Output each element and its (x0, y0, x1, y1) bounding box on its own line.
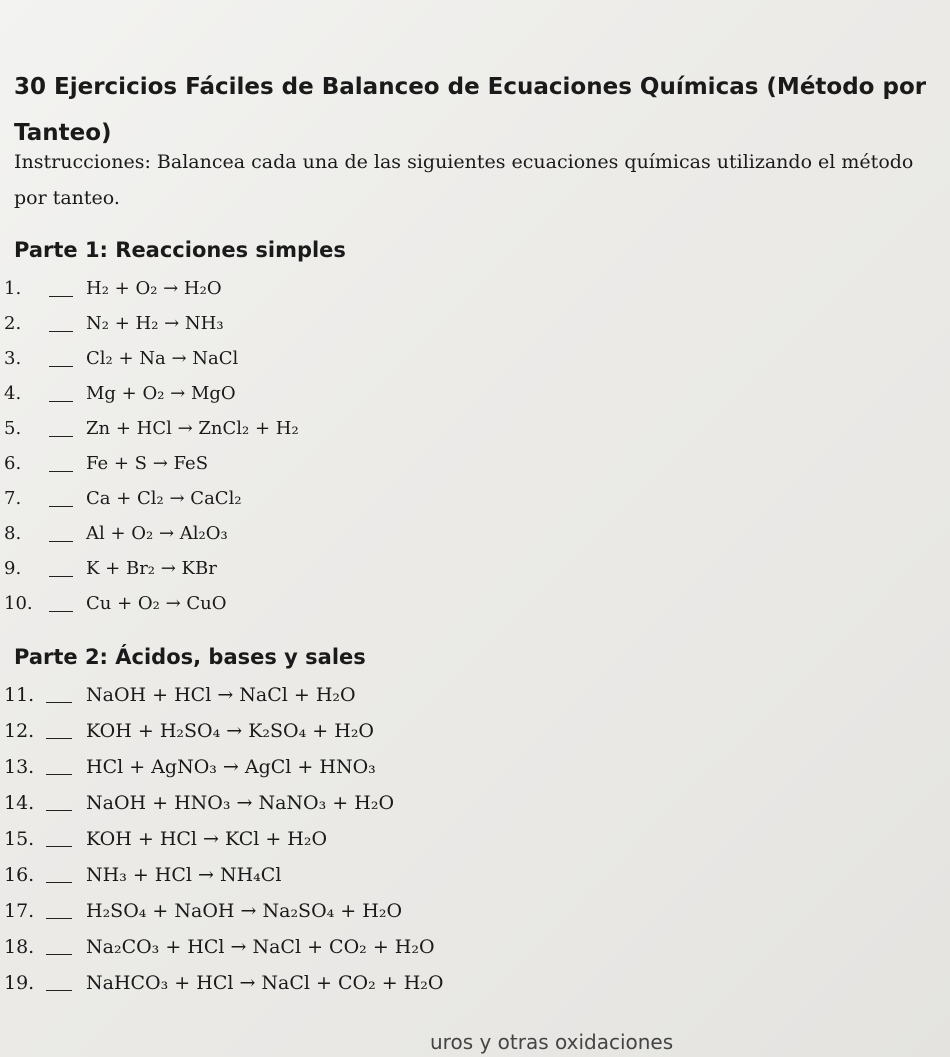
chemical-equation: Na₂CO₃ + HCl → NaCl + CO₂ + H₂O (86, 936, 435, 958)
exercise-number: 5. (4, 418, 22, 439)
answer-blank[interactable] (49, 317, 73, 332)
answer-blank[interactable] (46, 688, 72, 703)
exercise-number: 2. (4, 313, 22, 334)
exercise-number: 12. (4, 720, 35, 742)
answer-blank[interactable] (46, 904, 72, 919)
exercise-number: 16. (4, 864, 35, 886)
answer-blank[interactable] (46, 724, 72, 739)
exercise-number: 3. (4, 348, 22, 369)
exercise-number: 1. (4, 278, 22, 299)
answer-blank[interactable] (49, 352, 73, 367)
chemical-equation: Al + O₂ → Al₂O₃ (86, 523, 228, 544)
chemical-equation: Zn + HCl → ZnCl₂ + H₂ (86, 418, 299, 439)
exercise-number: 11. (4, 684, 35, 706)
chemical-equation: Fe + S → FeS (86, 453, 209, 474)
section-title-part2: Parte 2: Ácidos, bases y sales (14, 645, 366, 669)
exercise-number: 7. (4, 488, 22, 509)
chemical-equation: NaOH + HNO₃ → NaNO₃ + H₂O (86, 792, 395, 814)
chemical-equation: Cu + O₂ → CuO (86, 593, 227, 614)
exercise-number: 9. (4, 558, 22, 579)
answer-blank[interactable] (49, 387, 73, 402)
answer-blank[interactable] (49, 492, 73, 507)
exercise-number: 15. (4, 828, 35, 850)
exercise-number: 14. (4, 792, 35, 814)
chemical-equation: N₂ + H₂ → NH₃ (86, 313, 224, 334)
answer-blank[interactable] (49, 422, 73, 437)
exercise-number: 13. (4, 756, 35, 778)
exercise-number: 18. (4, 936, 35, 958)
answer-blank[interactable] (49, 597, 73, 612)
chemical-equation: Mg + O₂ → MgO (86, 383, 236, 404)
chemical-equation: K + Br₂ → KBr (86, 558, 217, 579)
answer-blank[interactable] (46, 796, 72, 811)
chemical-equation: H₂ + O₂ → H₂O (86, 278, 222, 299)
exercise-number: 6. (4, 453, 22, 474)
exercise-number: 10. (4, 593, 33, 614)
chemical-equation: NH₃ + HCl → NH₄Cl (86, 864, 282, 886)
answer-blank[interactable] (49, 562, 73, 577)
chemical-equation: HCl + AgNO₃ → AgCl + HNO₃ (86, 756, 376, 778)
answer-blank[interactable] (46, 832, 72, 847)
chemical-equation: NaHCO₃ + HCl → NaCl + CO₂ + H₂O (86, 972, 444, 994)
answer-blank[interactable] (46, 868, 72, 883)
answer-blank[interactable] (49, 457, 73, 472)
chemical-equation: Cl₂ + Na → NaCl (86, 348, 239, 369)
chemical-equation: KOH + H₂SO₄ → K₂SO₄ + H₂O (86, 720, 375, 742)
chemical-equation: NaOH + HCl → NaCl + H₂O (86, 684, 356, 706)
answer-blank[interactable] (46, 940, 72, 955)
exercise-number: 4. (4, 383, 22, 404)
page-title: 30 Ejercicios Fáciles de Balanceo de Ecuaciones Químicas (Método por Tanteo) (14, 74, 927, 146)
exercise-number: 19. (4, 972, 35, 994)
answer-blank[interactable] (49, 527, 73, 542)
answer-blank[interactable] (49, 282, 73, 297)
chemical-equation: Ca + Cl₂ → CaCl₂ (86, 488, 242, 509)
instructions: Instrucciones: Balancea cada una de las siguientes ecuaciones químicas utilizando el método por tanteo. (14, 151, 914, 209)
footer-fragment: uros y otras oxidaciones (430, 1030, 674, 1054)
exercise-number: 17. (4, 900, 35, 922)
exercise-number: 8. (4, 523, 22, 544)
answer-blank[interactable] (46, 976, 72, 991)
answer-blank[interactable] (46, 760, 72, 775)
chemical-equation: KOH + HCl → KCl + H₂O (86, 828, 328, 850)
section-title-part1: Parte 1: Reacciones simples (14, 238, 346, 262)
chemical-equation: H₂SO₄ + NaOH → Na₂SO₄ + H₂O (86, 900, 403, 922)
